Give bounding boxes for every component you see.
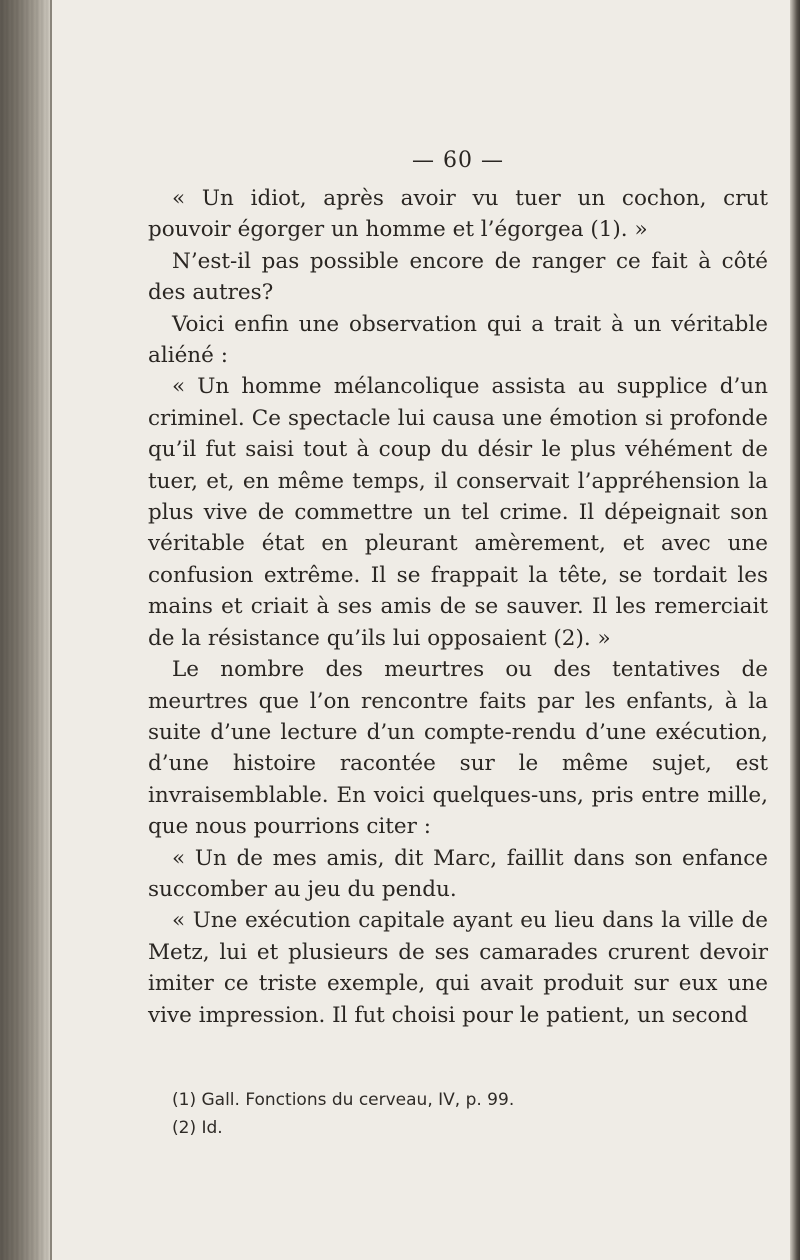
paragraph-6: « Un de mes amis, dit Marc, faillit dans son enfance succomber au jeu du pendu. [148,845,768,902]
paragraph-5: Le nombre des meurtres ou des tentatives de meurtres que l’on rencontre faits par les enfants, à la suite d’une lecture d’un compte-rendu d’une exécution, d’une histoire racontée sur le même sujet, est invraisemblable. En voici quelques-uns, pris entre mille, que nous pourrions citer : [148,657,768,840]
paragraph-2: N’est-il pas possible encore de ranger ce fait à côté des autres? [148,248,768,306]
footnote-2: (2) Id. [172,1118,223,1138]
paragraph-3: Voici enfin une observation qui a trait à un véritable aliéné : [148,311,768,369]
footnotes [172,1086,772,1142]
page-body [148,148,768,1031]
footnote-1: (1) Gall. Fonctions du cerveau, IV, p. 99. [172,1090,515,1110]
binding-edge [50,0,52,1260]
paragraph-4: « Un homme mélancolique assista au supplice d’un criminel. Ce spectacle lui causa une émotion si profonde qu’il fut saisi tout à coup du désir le plus véhément de tuer, et, en même temps, il conservait l’appréhension la plus vive de commettre un tel crime. Il dépeignait son véritable état en pleurant amèrement, et avec une confusion extrême. Il se frappait la tête, se tordait les mains et criait à ses amis de se sauver. Il les remerciait de la résistance qu’ils lui opposaient (2). » [148,374,768,651]
page-number: — 60 — [412,148,504,173]
paragraph-1: « Un idiot, après avoir vu tuer un cochon, crut pouvoir égorger un homme et l’égorgea (1). » [148,186,768,243]
book-binding [0,0,52,1260]
page-edge-shadow [790,0,800,1260]
paragraph-7: « Une exécution capitale ayant eu lieu dans la ville de Metz, lui et plusieurs de ses camarades crurent devoir imiter ce triste exemple, qui avait produit sur eux une vive impression. Il fut choisi pour le patient, un second [148,908,768,1028]
